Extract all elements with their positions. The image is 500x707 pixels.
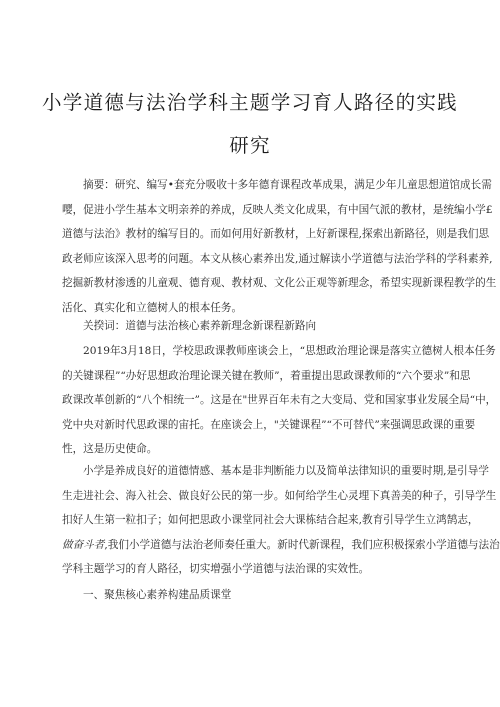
- section-heading: [62, 583, 440, 608]
- paragraph-2: [62, 459, 500, 582]
- paragraph-line: 党中央对新时代思政课的宙托。在座谈会上，"关键课程”“不可替代”来强调思政课的重要: [62, 418, 476, 431]
- title-line-2: 研究: [229, 134, 271, 157]
- section-heading-text: 一、聚焦核心素养构建品质课堂: [83, 589, 232, 601]
- paragraph-line: 小学是养成良好的道德情感、基本是非判断能力以及简单法律知识的重要时期,是引导学: [83, 465, 489, 477]
- abstract-line: 政老师应该深入思考的问题。本文从核心素养出发,通过解读小学道德与法治学科的学科素养,: [62, 252, 493, 265]
- abstract: [62, 173, 497, 320]
- paragraph-line: 扣好人生第一粒扣子；如何把思政小课堂同社会大课栋结合起来,教育引导学生立鸿鹄志，: [62, 514, 479, 526]
- paragraph-line-rest: ,我们小学道德与法治老师奏任重大。新时代新课程，我们应积极探索小学道德与法治: [104, 538, 500, 551]
- paragraph-line: 学科主题学习的育人路径，切实增强小学道德与法治课的实效性。: [62, 563, 370, 575]
- paragraph-line: 的关键课程”“办好思想政治理论课关键在教师”，着重提出思政课教师的“六个要求”和思: [62, 369, 471, 382]
- abstract-line: 摘要：研究、编写•套充分吸收十多年德育课程改革成果，满足少年儿童思想道馆成长需: [83, 179, 492, 191]
- italic-phrase: 做奋斗者: [62, 538, 105, 551]
- paragraph-line: 性，这是历史使命。: [62, 443, 158, 455]
- abstract-line: 活化、真实化和立德树人的根本任务。: [62, 301, 243, 314]
- paragraph-line: 生走进社会、海入社会、做良好公民的第一步。如何给学生心灵埋下真善美的种子，引导学生: [62, 489, 497, 502]
- paragraph-line: [62, 533, 500, 558]
- abstract-line: 嘤，促进小学生基本文明亲养的养成，反映人类文化成果，有中国气派的教材，是统编小学£: [62, 203, 493, 216]
- paragraph-line: 2019年3月18日，学校思政课教师座谈会上，“思想政治理论课是落实立德树人根本任务: [83, 345, 496, 357]
- keywords-line: 关揆词：道德与法治核心素养新理念新课程新路向: [83, 320, 317, 332]
- paragraph-1: [62, 339, 497, 462]
- paragraph-line: 政课改革创新的“八个相统一”。这是在"世界百年未有之大变局、党和国家事业发展全局“中，: [62, 394, 497, 406]
- abstract-line: 挖掘新教材渗透的儿童观、德育观、教材观、文化公正观等新理念，希望实现新课程教学的生: [62, 277, 497, 289]
- title-line-1: 小学道德与法治学科主题学习育人路径的实践: [41, 91, 458, 114]
- keywords: [62, 314, 440, 339]
- abstract-line: 道德与法治》教材的编写目的。而如何用好新教材，上好新课程,探索出新路径，则是我们思: [62, 228, 490, 240]
